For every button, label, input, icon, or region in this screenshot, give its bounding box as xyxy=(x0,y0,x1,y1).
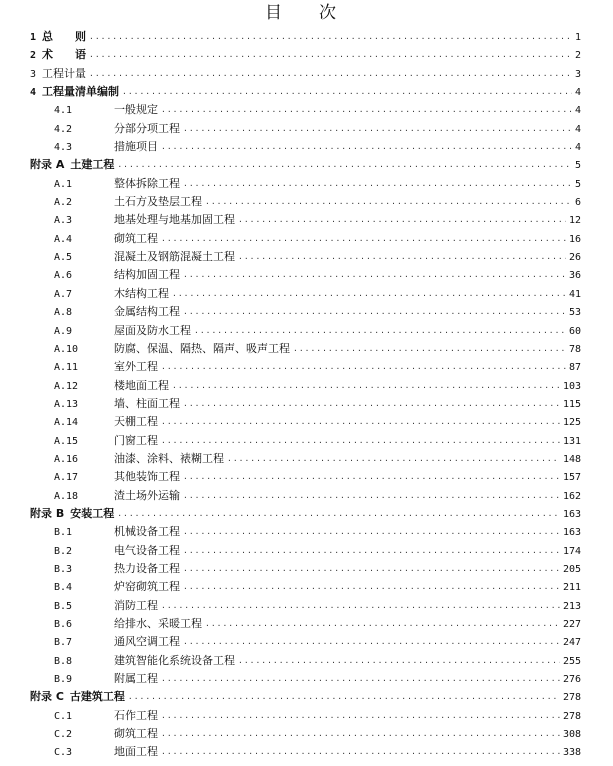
dot-leader xyxy=(122,83,572,101)
toc-entry-label: 木结构工程 xyxy=(114,286,169,300)
dot-leader xyxy=(89,65,572,83)
toc-entry-number: A.18 xyxy=(54,490,79,502)
toc-entry-label: 通风空调工程 xyxy=(114,635,180,649)
dot-leader xyxy=(128,688,560,706)
toc-entry-page: 6 xyxy=(574,197,581,209)
toc-entry-label: 措施项目 xyxy=(114,140,158,154)
dot-leader xyxy=(183,266,566,284)
toc-entry[interactable] xyxy=(30,248,581,266)
toc-entry-page: 4 xyxy=(574,87,581,99)
dot-leader xyxy=(183,523,560,541)
toc-entry[interactable] xyxy=(30,395,581,413)
toc-entry-page: 247 xyxy=(562,637,581,649)
toc-entry-label: 热力设备工程 xyxy=(114,561,180,575)
dot-leader xyxy=(161,358,566,376)
toc-entry-number: A.1 xyxy=(54,178,73,190)
toc-entry[interactable] xyxy=(30,65,581,83)
toc-entry[interactable] xyxy=(30,193,581,211)
dot-leader xyxy=(161,413,560,431)
toc-entry-number: B.7 xyxy=(54,637,73,649)
toc-entry-label: 古建筑工程 xyxy=(69,690,125,704)
toc-entry-number: A.10 xyxy=(54,343,79,355)
toc-entry[interactable] xyxy=(30,175,581,193)
toc-entry[interactable] xyxy=(30,377,581,395)
toc-entry-number: A.7 xyxy=(54,288,73,300)
toc-entry[interactable] xyxy=(30,578,581,596)
toc-entry-label: 炉窑砌筑工程 xyxy=(114,580,180,594)
toc-entry[interactable] xyxy=(30,28,581,46)
toc-entry-number: A.12 xyxy=(54,380,79,392)
toc-entry-label: 墙、柱面工程 xyxy=(114,396,180,410)
toc-entry-label: 石作工程 xyxy=(114,708,158,722)
toc-entry-label: 分部分项工程 xyxy=(114,121,180,135)
dot-leader xyxy=(89,28,572,46)
toc-entry-number: C.2 xyxy=(54,729,73,741)
toc-entry-label: 楼地面工程 xyxy=(114,378,169,392)
toc-entry[interactable] xyxy=(30,597,581,615)
toc-entry[interactable] xyxy=(30,340,581,358)
toc-entry-label: 结构加固工程 xyxy=(114,268,180,282)
dot-leader xyxy=(183,542,560,560)
toc-entry-page: 157 xyxy=(562,472,581,484)
toc-entry-number: A.4 xyxy=(54,233,73,245)
toc-entry-page: 1 xyxy=(574,32,581,43)
toc-entry-number: C.1 xyxy=(54,710,73,722)
toc-entry-label: 电气设备工程 xyxy=(114,543,180,557)
toc-entry-number: 附录 B xyxy=(30,506,65,520)
toc-entry[interactable] xyxy=(30,560,581,578)
toc-entry-page: 308 xyxy=(562,729,581,741)
toc-entry-number: 4.2 xyxy=(54,123,73,135)
toc-entry-label: 地面工程 xyxy=(114,745,158,759)
dot-leader xyxy=(205,615,560,633)
toc-entry-page: 115 xyxy=(562,398,581,410)
dot-leader xyxy=(183,395,560,413)
toc-entry-label: 混凝土及钢筋混凝土工程 xyxy=(114,250,235,264)
dot-leader xyxy=(161,138,572,156)
toc-entry-label: 给排水、采暖工程 xyxy=(114,617,202,630)
dot-leader xyxy=(172,377,560,395)
dot-leader xyxy=(89,46,572,64)
toc-entry-page: 131 xyxy=(562,435,581,447)
toc-entry-page: 338 xyxy=(562,747,581,759)
dot-leader xyxy=(161,230,566,248)
toc-entry-label: 门窗工程 xyxy=(114,433,158,447)
toc-entry-page: 125 xyxy=(562,417,581,429)
toc-entry-number: B.9 xyxy=(54,674,73,686)
toc-entry[interactable] xyxy=(30,101,581,119)
toc-entry-number: A.5 xyxy=(54,252,73,264)
dot-leader xyxy=(161,707,560,725)
toc-entry-number: B.6 xyxy=(54,619,73,630)
toc-entry-page: 163 xyxy=(562,527,581,539)
toc-entry-label: 机械设备工程 xyxy=(114,525,180,539)
toc-entry-number: A.17 xyxy=(54,472,79,484)
toc-entry-page: 3 xyxy=(574,68,581,80)
toc-entry-number: B.3 xyxy=(54,563,73,575)
dot-leader xyxy=(172,285,566,303)
toc-entry[interactable] xyxy=(30,120,581,138)
toc-entry-number: 1 xyxy=(30,32,37,43)
dot-leader xyxy=(227,450,560,468)
toc-entry-number: A.11 xyxy=(54,362,79,374)
toc-entry-page: 87 xyxy=(568,362,581,374)
dot-leader xyxy=(161,597,560,615)
dot-leader xyxy=(161,432,560,450)
toc-entry-page: 16 xyxy=(568,233,581,245)
toc-entry-number: A.6 xyxy=(54,270,73,282)
toc-entry-label: 工程计量 xyxy=(42,66,87,80)
toc-entry-number: B.4 xyxy=(54,582,73,594)
toc-entry-label: 消防工程 xyxy=(114,598,158,612)
dot-leader xyxy=(183,487,560,505)
toc-entry-page: 5 xyxy=(574,178,581,190)
toc-entry-page: 213 xyxy=(562,600,581,612)
toc-entry-label: 术 语 xyxy=(42,48,87,62)
toc-entry-number: A.2 xyxy=(54,197,73,209)
toc-entry-page: 53 xyxy=(568,307,581,319)
toc-entry-label: 总 则 xyxy=(42,30,87,43)
toc-entry[interactable] xyxy=(30,285,581,303)
toc-entry[interactable] xyxy=(30,358,581,376)
toc-entry[interactable] xyxy=(30,633,581,651)
toc-entry-page: 4 xyxy=(574,142,581,154)
dot-leader xyxy=(183,303,566,321)
toc-entry-label: 地基处理与地基加固工程 xyxy=(114,213,235,227)
toc-entry[interactable] xyxy=(30,468,581,486)
dot-leader xyxy=(161,101,572,119)
toc-entry-number: 4 xyxy=(30,87,37,99)
toc-entry-label: 防腐、保温、隔热、隔声、吸声工程 xyxy=(114,341,290,355)
toc-entry-number: 4.3 xyxy=(54,142,73,154)
toc-entry-page: 162 xyxy=(562,490,581,502)
toc-entry[interactable] xyxy=(30,322,581,340)
toc-entry-label: 砌筑工程 xyxy=(114,231,158,245)
toc-entry[interactable] xyxy=(30,743,581,761)
dot-leader xyxy=(293,340,566,358)
toc-entry[interactable] xyxy=(30,303,581,321)
dot-leader xyxy=(183,560,560,578)
toc-entry-number: 附录 C xyxy=(30,690,64,704)
toc-entry[interactable] xyxy=(30,615,581,633)
toc-entry[interactable] xyxy=(30,688,581,706)
toc-entry[interactable] xyxy=(30,46,581,64)
toc-entry-page: 5 xyxy=(574,160,581,172)
toc-entry-label: 一般规定 xyxy=(114,103,158,117)
dot-leader xyxy=(238,248,566,266)
dot-leader xyxy=(183,633,560,651)
toc-entry-label: 金属结构工程 xyxy=(114,305,180,319)
toc-entry-page: 148 xyxy=(562,453,581,465)
dot-leader xyxy=(117,156,572,174)
toc-entry-page: 163 xyxy=(562,508,581,520)
toc-entry-number: A.14 xyxy=(54,417,79,429)
toc-entry[interactable] xyxy=(30,266,581,284)
toc-entry-page: 278 xyxy=(562,710,581,722)
dot-leader xyxy=(183,468,560,486)
toc-entry[interactable] xyxy=(30,83,581,101)
toc-entry[interactable] xyxy=(30,542,581,560)
toc-entry-page: 2 xyxy=(574,50,581,62)
toc-entry[interactable] xyxy=(30,523,581,541)
dot-leader xyxy=(205,193,572,211)
toc-entry[interactable] xyxy=(30,652,581,670)
toc-entry-page: 26 xyxy=(568,252,581,264)
toc-entry-page: 174 xyxy=(562,545,581,557)
toc-entry-page: 78 xyxy=(568,343,581,355)
toc-entry-label: 天棚工程 xyxy=(114,415,158,429)
toc-entry-page: 276 xyxy=(562,674,581,686)
dot-leader xyxy=(194,322,566,340)
toc-entry-page: 12 xyxy=(568,215,581,227)
toc-entry-number: 2 xyxy=(30,50,37,62)
toc-entry-label: 土建工程 xyxy=(70,158,115,172)
toc-entry-number: 附录 A xyxy=(30,158,65,172)
toc-entry-label: 整体拆除工程 xyxy=(114,176,180,190)
toc-entry-number: A.15 xyxy=(54,435,79,447)
toc-entry-label: 安装工程 xyxy=(70,506,115,520)
toc-entry-page: 60 xyxy=(568,325,581,337)
dot-leader xyxy=(183,120,572,138)
toc-entry[interactable] xyxy=(30,505,581,523)
toc-entry-label: 油漆、涂料、裱糊工程 xyxy=(114,451,224,465)
toc-entry-label: 工程量清单编制 xyxy=(42,85,120,99)
dot-leader xyxy=(161,670,560,688)
toc-entry[interactable] xyxy=(30,156,581,174)
dot-leader xyxy=(161,725,560,743)
toc-entry-page: 227 xyxy=(562,619,581,630)
toc-entry[interactable] xyxy=(30,670,581,688)
toc-entry-number: 4.1 xyxy=(54,105,73,117)
toc-entry-number: C.3 xyxy=(54,747,73,759)
toc-entry-page: 36 xyxy=(568,270,581,282)
dot-leader xyxy=(238,652,560,670)
dot-leader xyxy=(183,175,572,193)
dot-leader xyxy=(161,743,560,761)
toc-entry-page: 205 xyxy=(562,563,581,575)
toc-entry-label: 其他装饰工程 xyxy=(114,470,180,484)
toc-entry-number: A.9 xyxy=(54,325,73,337)
toc-entry-page: 4 xyxy=(574,123,581,135)
toc-entry[interactable] xyxy=(30,138,581,156)
toc-entry-label: 室外工程 xyxy=(114,360,158,374)
toc-entry[interactable] xyxy=(30,413,581,431)
toc-entry[interactable] xyxy=(30,211,581,229)
toc-entry-page: 211 xyxy=(562,582,581,594)
toc-entry[interactable] xyxy=(30,450,581,468)
toc-entry-number: A.16 xyxy=(54,453,79,465)
dot-leader xyxy=(238,211,566,229)
toc-entry-number: B.8 xyxy=(54,655,73,667)
page-title: 目 次 xyxy=(265,3,346,23)
toc-entry-page: 41 xyxy=(568,288,581,300)
toc-entry-page: 103 xyxy=(562,380,581,392)
toc-entry[interactable] xyxy=(30,707,581,725)
toc-entry[interactable] xyxy=(30,230,581,248)
toc-entry[interactable] xyxy=(30,432,581,450)
toc-entry-page: 4 xyxy=(574,105,581,117)
toc-entry-label: 附属工程 xyxy=(114,672,158,686)
toc-entry-number: B.5 xyxy=(54,600,73,612)
toc-entry-number: 3 xyxy=(30,68,37,80)
toc-entry-number: A.3 xyxy=(54,215,73,227)
toc-entry-label: 屋面及防水工程 xyxy=(114,323,191,337)
toc-entry-number: B.1 xyxy=(54,527,73,539)
dot-leader xyxy=(183,578,560,596)
toc-entry-number: A.13 xyxy=(54,398,79,410)
toc-entry[interactable] xyxy=(30,487,581,505)
toc-entry-label: 土石方及垫层工程 xyxy=(114,195,202,209)
toc-entry[interactable] xyxy=(30,725,581,743)
dot-leader xyxy=(117,505,560,523)
toc-entry-page: 278 xyxy=(562,692,581,704)
toc-entry-label: 渣土场外运输 xyxy=(114,488,180,502)
toc-entry-number: A.8 xyxy=(54,307,73,319)
toc-list xyxy=(30,28,581,762)
toc-entry-label: 砌筑工程 xyxy=(114,727,158,741)
toc-entry-number: B.2 xyxy=(54,545,73,557)
toc-entry-page: 255 xyxy=(562,655,581,667)
toc-entry-label: 建筑智能化系统设备工程 xyxy=(114,653,235,667)
